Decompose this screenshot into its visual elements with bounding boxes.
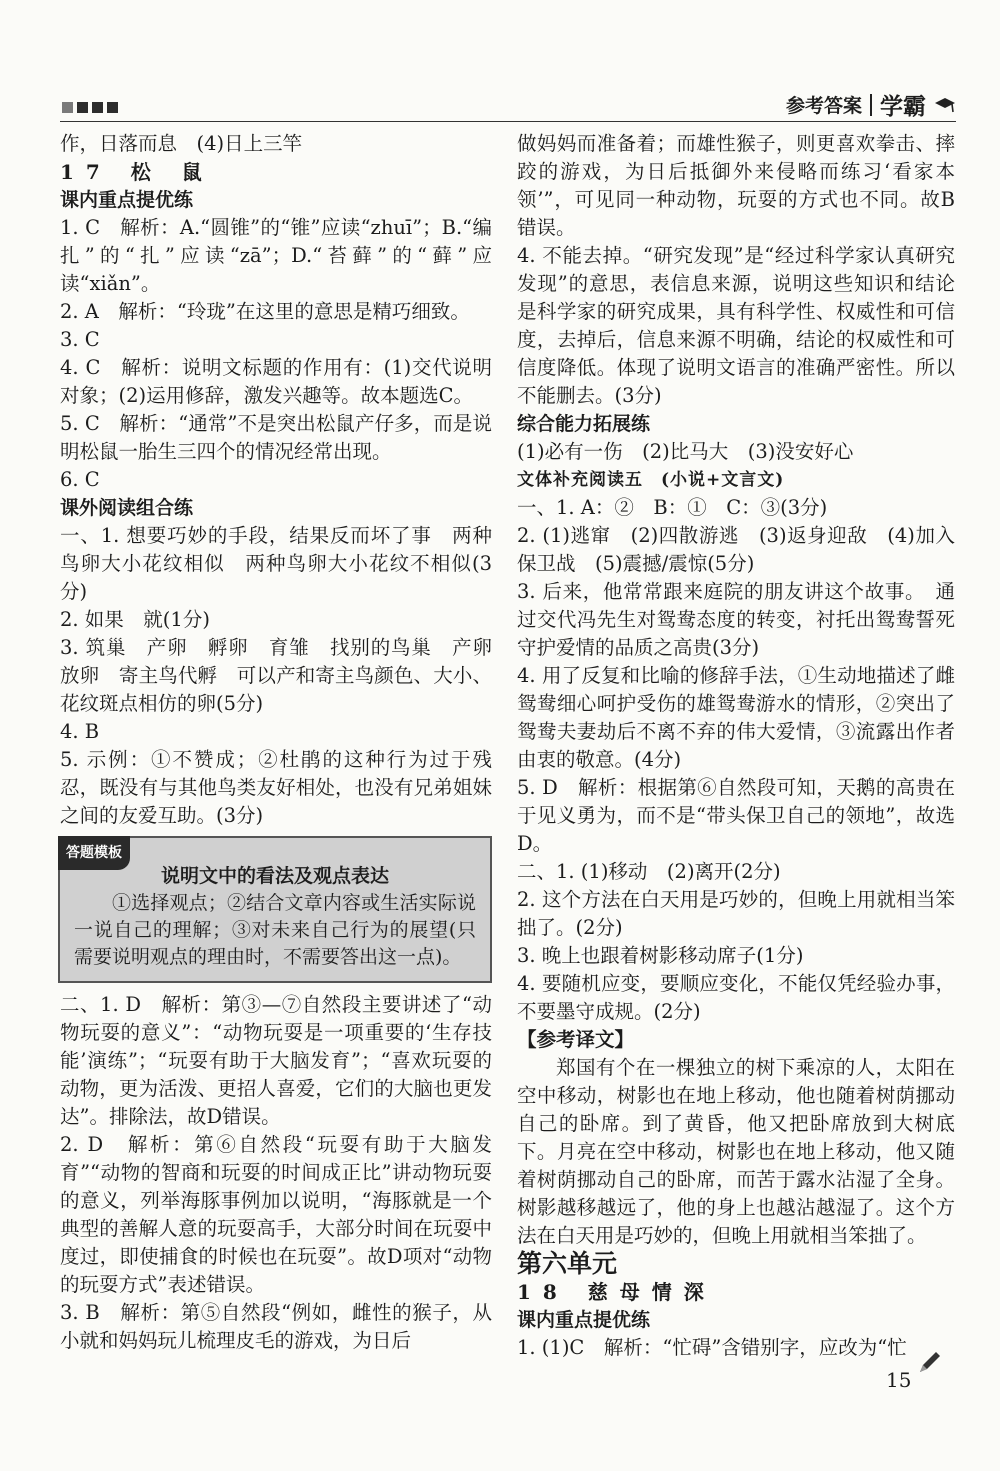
answer-item: 3. C: [60, 328, 100, 351]
answer-item: 一、1. A：② B：① C：③(3分): [517, 496, 828, 519]
answer-item: 5. C 解析：“通常”不是突出松鼠产仔多，而是说明松鼠一胎生三四个的情况经常出现。: [60, 412, 492, 463]
header-divider: [870, 94, 872, 116]
answer-item: 4. 用了反复和比喻的修辞手法，①生动地描述了雌鸳鸯细心呵护受伤的雄鸳鸯游水的情形，②突出了鸳鸯夫妻劫后不离不弃的伟大爱情，③流露出作者由衷的敬意。(4分): [517, 664, 955, 771]
answer-item: 3. 晚上也跟着树影移动席子(1分): [517, 944, 804, 967]
answer-item: 4. B: [60, 720, 100, 743]
answer-item: 3. B 解析：第⑤自然段“例如，雌性的猴子，从小就和妈妈玩儿梳理皮毛的游戏，为日后: [60, 1301, 492, 1352]
answer-item: 3. 筑巢 产卵 孵卵 育雏 找别的鸟巢 产卵 放卵 寄主鸟代孵 可以产和寄主鸟颜色、大小、花纹斑点相仿的卵(5分): [60, 636, 512, 715]
answer-item: 2. 这个方法在白天用是巧妙的，但晚上用就相当笨拙了。(2分): [517, 888, 955, 939]
template-title: 说明文中的看法及观点表达: [160, 865, 389, 887]
answer-item: 4. 不能去掉。“研究发现”是“经过科学家认真研究发现”的意思，表信息来源，说明这些知识和结论是科学家的研究成果，具有科学性、权威性和可信度，去掉后，信息来源不明确，结论的权威性和可信度降低。体现了说明文语言的准确严密性。所以不能删去。(3分): [517, 244, 955, 407]
answer-item: 2. A 解析：“玲珑”在这里的意思是精巧细致。: [60, 300, 470, 323]
graduation-cap-icon: [934, 94, 956, 116]
section-heading: 课内重点提优练: [60, 189, 194, 211]
brand-name: 学霸: [880, 94, 926, 120]
answer-item: 5. 示例：①不赞成；②杜鹃的这种行为过于残忍，既没有与其他鸟类友好相处，也没有兄弟姐妹之间的友爱互助。(3分): [60, 748, 492, 827]
answer-item: 二、1. (1)移动 (2)离开(2分): [517, 860, 781, 883]
template-body: ①选择观点；②结合文章内容或生活实际说一说自己的理解；③对未来自己行为的展望(只需要说明观点的理由时，不需要答出这一点)。: [74, 892, 476, 968]
header-rule: [60, 121, 956, 122]
left-column: [60, 130, 512, 1355]
section-heading: 综合能力拓展练: [517, 413, 651, 435]
answer-item: 6. C: [60, 468, 100, 491]
answer-item: 做妈妈而准备着；而雄性猴子，则更喜欢拳击、摔跤的游戏，为日后抵御外来侵略而练习‘看家本领’”，可见同一种动物，玩耍的方式也不同。故B错误。: [517, 132, 955, 239]
answer-item: 1. (1)C 解析：“忙碍”含错别字，应改为“忙: [517, 1336, 907, 1359]
lesson-title: 18 慈母情深: [517, 1280, 716, 1304]
answer-item: 4. C 解析：说明文标题的作用有：(1)交代说明对象；(2)运用修辞，激发兴趣等。故本题选C。: [60, 356, 492, 407]
answer-label: 参考答案: [785, 95, 862, 117]
right-column: [517, 130, 955, 1362]
lesson-title: 17 松 鼠: [60, 160, 214, 184]
template-tag: 答题模板: [58, 836, 130, 870]
page-number: 15: [886, 1368, 912, 1392]
answer-item: 一、1. 想要巧妙的手段，结果反而坏了事 两种鸟卵大小花纹相似 两种鸟卵大小花纹不相似(3分): [60, 524, 492, 603]
answer-template-box: [58, 836, 492, 983]
header-squares: [62, 102, 118, 113]
header-brand-area: [786, 88, 956, 121]
answer-item: 2. 如果 就(1分): [60, 608, 210, 631]
answer-item: 1. C 解析：A.“圆锥”的“锥”应读“zhuī”；B.“编扎”的“扎”应读“zā”；D.“苔藓”的“藓”应读“xiǎn”。: [60, 216, 492, 295]
answer-item: 3. 后来，他常常跟来庭院的朋友讲这个故事。 通过交代冯先生对鸳鸯态度的转变，衬托出鸳鸯誓死守护爱情的品质之高贵(3分): [517, 580, 955, 659]
answer-item: 4. 要随机应变，要顺应变化，不能仅凭经验办事，不要墨守成规。(2分): [517, 972, 955, 1023]
answer-item: 2. (1)逃窜 (2)四散游逃 (3)返身迎敌 (4)加入保卫战 (5)震撼/震惊(5分): [517, 524, 955, 575]
section-heading: 课外阅读组合练: [60, 497, 194, 519]
answer-item: 二、1. D 解析：第③—⑦自然段主要讲述了“动物玩耍的意义”：“动物玩耍是一项重要的‘生存技能’演练”；“玩耍有助于大脑发育”；“喜欢玩耍的动物，更为活泼、更招人喜爱，它们的大脑也更发达”。排除法，故D错误。: [60, 993, 492, 1128]
section-heading: 课内重点提优练: [517, 1309, 651, 1331]
pencil-icon: [916, 1348, 944, 1376]
page-header: [0, 0, 1000, 150]
supplement-title: 文体补充阅读五 (小说+文言文): [517, 470, 785, 490]
answer-item: (1)必有一伤 (2)比马大 (3)没安好心: [517, 440, 854, 463]
answer-item: 2. D 解析：第⑥自然段“玩耍有助于大脑发育”“动物的智商和玩耍的时间成正比”讲动物玩耍的意义，列举海豚事例加以说明，“海豚就是一个典型的善解人意的玩耍高手，大部分时间在玩耍中度过，即使捕食的时候也在玩耍”。故D项对“动物的玩耍方式”表述错误。: [60, 1133, 492, 1296]
text-line: 作，日落而息 (4)日上三竿: [60, 132, 303, 155]
reference-translation-label: 【参考译文】: [517, 1028, 635, 1051]
answer-item: 5. D 解析：根据第⑥自然段可知，天鹅的高贵在于见义勇为，而不是“带头保卫自己的领地”，故选D。: [517, 776, 955, 855]
reference-translation-body: 郑国有个在一棵独立的树下乘凉的人，太阳在空中移动，树影也在地上移动，他也随着树荫挪动自己的卧席。到了黄昏，他又把卧席放到大树底下。月亮在空中移动，树影也在地上移动，他又随着树荫挪动自己的卧席，而苦于露水沾湿了全身。树影越移越远了，他的身上也越沾越湿了。这个方法在白天用是巧妙的，但晚上用就相当笨拙了。: [517, 1056, 955, 1247]
unit-heading: 第六单元: [517, 1249, 618, 1278]
